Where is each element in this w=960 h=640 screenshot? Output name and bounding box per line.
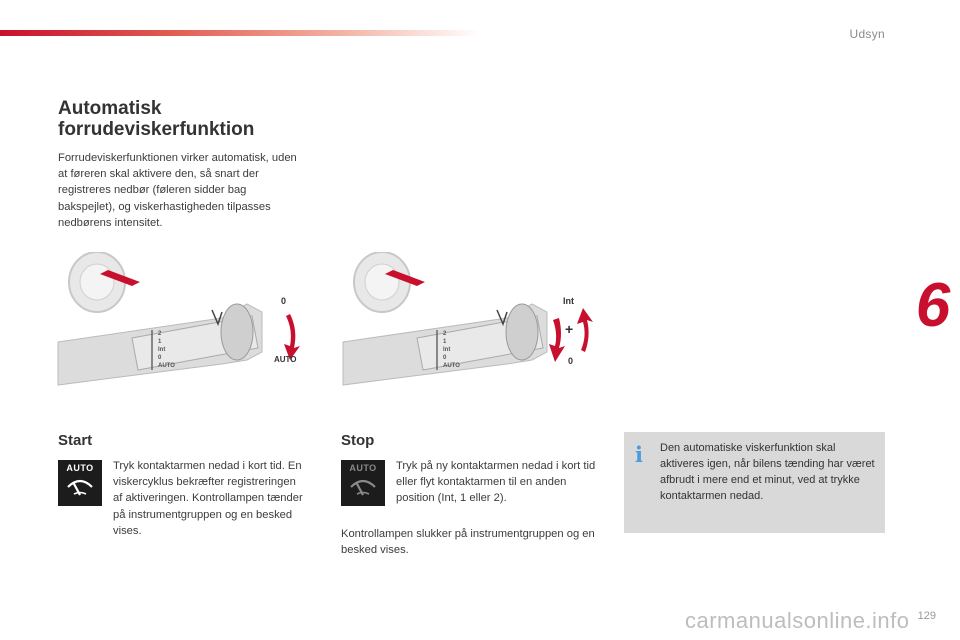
info-icon: i	[635, 442, 643, 467]
auto-wiper-indicator	[58, 460, 102, 506]
stop-heading: Stop	[341, 432, 375, 449]
figure-left-top-label: 0	[281, 296, 287, 306]
info-text: Den automatiske viskerfunktion skal aktiveres igen, når bilens tænding har været afbrudt i mere end et minut, ved at trykke kontaktarmen nedad.	[660, 442, 875, 502]
figure-left-bottom-label: AUTO	[274, 355, 297, 364]
lever-pos-label: AUTO	[158, 363, 175, 369]
page-title: Automatisk forrudeviskerfunktion	[58, 98, 255, 140]
info-box	[624, 432, 885, 533]
stop-description-2: Kontrollampen slukker på instrumentgruppen og en besked vises.	[341, 528, 595, 557]
steering-wheel-icon	[69, 252, 140, 312]
arrow-up-icon	[577, 308, 593, 352]
lever-pos-label: 2	[158, 331, 162, 337]
plus-icon: +	[565, 321, 574, 337]
header-stripe	[0, 30, 480, 36]
lever-pos-label: 1	[158, 339, 162, 345]
lever-pos-label: 1	[443, 339, 447, 345]
lever-pos-label: 0	[158, 355, 162, 361]
lever-pos-label: Int	[158, 347, 166, 353]
wiper-stalk-illustration	[58, 304, 262, 385]
lever-pos-label: Int	[443, 347, 451, 353]
lever-pos-label: AUTO	[443, 363, 460, 369]
arrow-down-icon	[284, 314, 300, 360]
watermark: carmanualsonline.info	[685, 608, 910, 633]
page-number: 129	[917, 610, 936, 622]
steering-wheel-icon	[354, 252, 425, 312]
wiper-stalk-illustration	[343, 304, 547, 385]
figure-start-stalk	[52, 252, 310, 392]
start-description: Tryk kontaktarmen nedad i kort tid. En viskercyklus bekræfter registreringen af aktiveringen. Kontrollampen tænder på instrumentgruppen og en besked vises.	[113, 460, 303, 537]
figure-right-bottom-label: 0	[568, 356, 574, 366]
arrow-down-icon	[549, 318, 565, 362]
wiper-icon	[65, 473, 95, 499]
lever-pos-label: 2	[443, 331, 447, 337]
figure-stop-stalk	[337, 252, 595, 392]
wiper-icon	[348, 473, 378, 499]
section-title: Udsyn	[849, 27, 885, 41]
chapter-tab	[906, 268, 960, 342]
start-heading: Start	[58, 432, 93, 449]
lever-pos-label: 0	[443, 355, 447, 361]
figure-right-top-label: Int	[563, 296, 574, 306]
stop-description: Tryk på ny kontaktarmen nedad i kort tid eller flyt kontaktarmen til en anden position (Int, 1 eller 2).	[396, 460, 596, 505]
chapter-number: 6	[915, 270, 951, 340]
auto-wiper-indicator-off	[341, 460, 385, 506]
auto-badge-label: AUTO	[66, 463, 94, 473]
auto-badge-label: AUTO	[349, 463, 377, 473]
intro-paragraph: Forrudeviskerfunktionen virker automatisk, uden at føreren skal aktivere den, så snart der registreres nedbør (føleren sidder bag bakspejlet), og viskerhastigheden tilpasses nedbørens intensitet.	[58, 152, 297, 229]
